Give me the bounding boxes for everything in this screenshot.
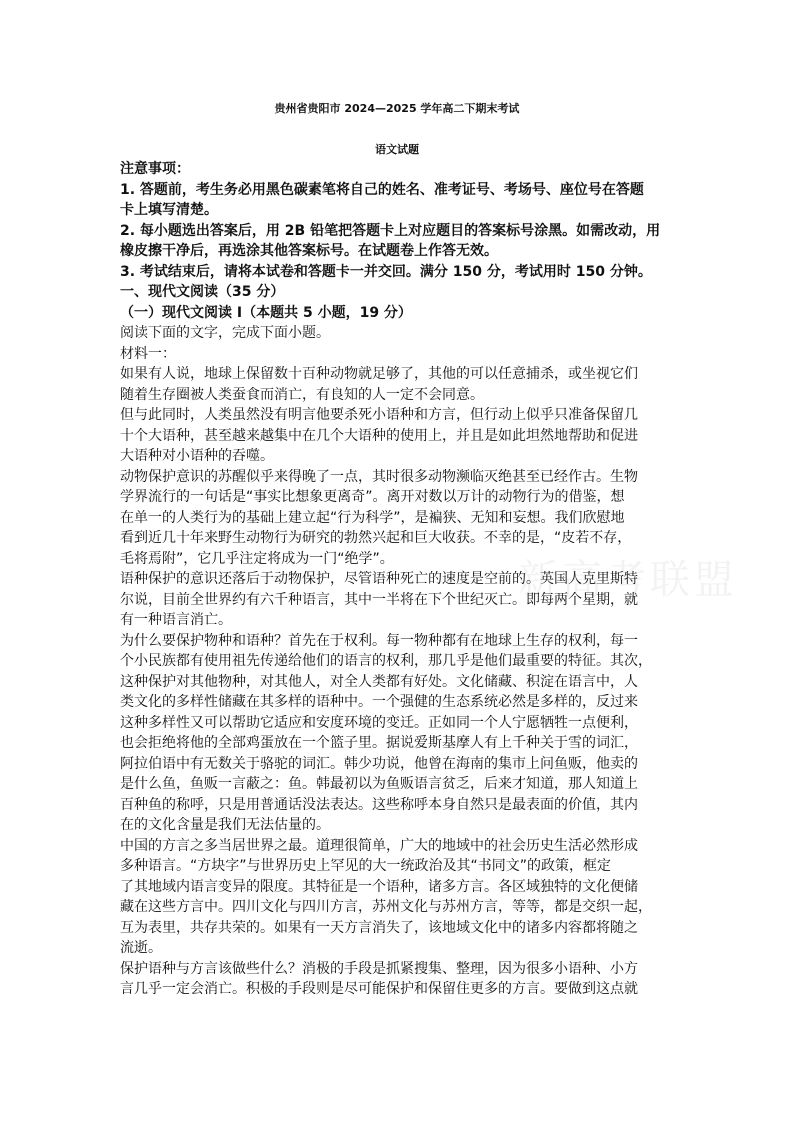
text-line: 这种多样性又可以帮助它适应和安度环境的变迁。正如同一个人宁愿牺牲一点便利，: [120, 714, 638, 731]
text-line: 中国的方言之多当居世界之最。道理很简单，广大的地域中的社会历史生活必然形成: [120, 837, 638, 854]
text-line: 也会拒绝将他的全部鸡蛋放在一个篮子里。据说爱斯基摩人有上千种关于雪的词汇，: [120, 735, 638, 751]
text-line: 类文化的多样性储藏在其多样的语种中。一个强健的生态系统必然是多样的，反过来: [120, 694, 638, 710]
text-line: （一）现代文阅读 I（本题共 5 小题，19 分）: [120, 304, 412, 321]
text-line: 十个大语种，甚至越来越集中在几个大语种的使用上，并且是如此坦然地帮助和促进: [120, 427, 638, 444]
text-line: 藏在这些方言中。四川文化与四川方言，苏州文化与苏州方言，等等，都是交织一起，: [120, 899, 652, 915]
text-line: 百种鱼的称呼，只是用普通话没法表达。这些称呼本身自然只是最表面的价值，其内: [120, 796, 638, 813]
text-line: 阅读下面的文字，完成下面小题。: [120, 325, 330, 341]
text-line: 有一种语言消亡。: [120, 612, 232, 628]
text-line: 流逝。: [120, 940, 162, 956]
text-line: 但与此同时，人类虽然没有明言他要杀死小语种和方言，但行动上似乎只准备保留几: [120, 407, 638, 423]
exam-title: 贵州省贵阳市 2024—2025 学年高二下期末考试: [274, 102, 520, 115]
text-line: 如果有人说，地球上保留数十百种动物就足够了，其他的可以任意捕杀，或坐视它们: [120, 366, 638, 382]
text-line: 橡皮擦干净后，再选涂其他答案标号。在试题卷上作答无效。: [120, 243, 498, 259]
text-line: 2. 每小题选出答案后，用 2B 铅笔把答题卡上对应题目的答案标号涂黑。如需改动，用: [120, 222, 661, 239]
text-line: 卡上填写清楚。: [120, 202, 218, 218]
text-line: 3. 考试结束后，请将本试卷和答题卡一并交回。满分 150 分，考试用时 150 分钟。: [120, 263, 652, 280]
text-line: 在单一的人类行为的基础上建立起“行为科学”，是褊狭、无知和妄想。我们欣慰地: [120, 509, 625, 526]
text-line: 个小民族都有使用祖先传递给他们的语言的权利，那几乎是他们最重要的特征。其次，: [120, 653, 652, 669]
text-line: 一、现代文阅读（35 分）: [120, 284, 285, 300]
text-line: 毛将焉附”，它几乎注定将成为一门“绝学”。: [120, 550, 394, 567]
text-line: 多种语言。“方块字”与世界历史上罕见的大一统政治及其“书同文”的政策，框定: [120, 858, 612, 874]
text-line: 注意事项：: [120, 161, 190, 177]
text-line: 这种保护对其他物种，对其他人，对全人类都有好处。文化储藏、积淀在语言中，人: [120, 673, 638, 690]
text-line: 了其地域内语言变异的限度。其特征是一个语种，诸多方言。各区域独特的文化便储: [120, 878, 638, 895]
text-line: 大语种对小语种的吞噬。: [120, 448, 274, 464]
text-line: 阿拉伯语中有无数关于骆驼的词汇。韩少功说，他曾在海南的集市上问鱼贩，他卖的: [120, 755, 638, 772]
text-line: 言几乎一定会消亡。积极的手段则是尽可能保护和保留住更多的方言。要做到这点就: [120, 981, 638, 997]
text-line: 保护语种与方言该做些什么？消极的手段是抓紧搜集、整理，因为很多小语种、小方: [120, 960, 638, 977]
text-line: 看到近几十年来野生动物行为研究的勃然兴起和巨大收获。不幸的是，“皮若不存，: [120, 530, 632, 546]
text-line: 随着生存圈被人类蚕食而消亡，有良知的人一定不会同意。: [120, 386, 484, 403]
text-line: 为什么要保护物种和语种？首先在于权利。每一物种都有在地球上生存的权利，每一: [120, 632, 638, 649]
text-line: 尔说，目前全世界约有六千种语言，其中一半将在下个世纪灭亡。即每两个星期，就: [120, 591, 638, 608]
text-line: 语种保护的意识还落后于动物保护，尽管语种死亡的速度是空前的。英国人克里斯特: [120, 571, 638, 587]
text-line: 在的文化含量是我们无法估量的。: [120, 817, 330, 833]
watermark: 新高考联盟: [518, 557, 738, 603]
text-line: 材料一：: [120, 345, 176, 362]
text-line: 互为表里，共存共荣的。如果有一天方言消失了，该地域文化中的诸多内容都将随之: [120, 919, 638, 936]
text-line: 动物保护意识的苏醒似乎来得晚了一点，其时很多动物濒临灭绝甚至已经作古。生物: [120, 468, 638, 485]
subject-title: 语文试题: [375, 143, 419, 156]
text-line: 是什么鱼，鱼贩一言蔽之：鱼。韩最初以为鱼贩语言贫乏，后来才知道，那人知道上: [120, 776, 638, 792]
text-line: 1. 答题前，考生务必用黑色碳素笔将自己的姓名、准考证号、考场号、座位号在答题: [120, 181, 644, 198]
text-line: 学界流行的一句话是“事实比想象更离奇”。离开对数以万计的动物行为的借鉴，想: [120, 489, 625, 505]
